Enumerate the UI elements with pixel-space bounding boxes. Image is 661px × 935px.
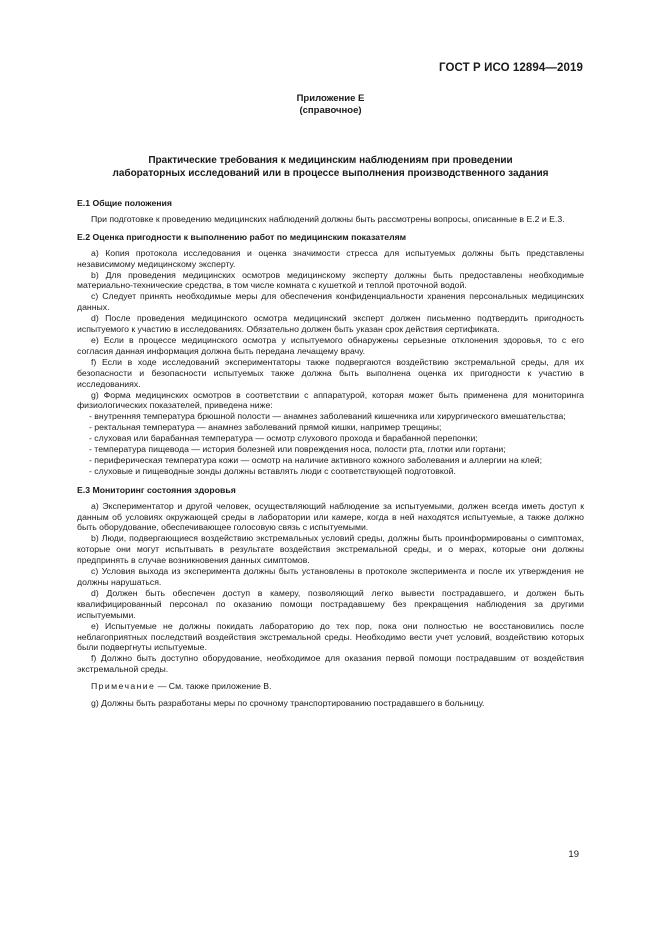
note — [77, 681, 584, 692]
paragraph-e3-a: а) Экспериментатор и другой человек, осуществляющий наблюдение за испытуемыми, должен всегда иметь доступ к данным об условиях окружающей среды в лаборатории или камере, когда в ней находятся испытуемые, а также должно быть оборудование, обеспечивающее голосовую связь с испытуемыми. — [77, 500, 584, 533]
list-item: - слуховые и пищеводные зонды должны вставлять люди с соответствующей подготовкой. — [89, 465, 456, 476]
note-text: — См. также приложение В. — [155, 681, 272, 692]
section-heading-e2: Е.2 Оценка пригодности к выполнению работ по медицинским показателям — [77, 231, 407, 242]
page-number: 19 — [568, 849, 579, 860]
appendix-title: Приложение Е — [296, 93, 365, 104]
section-heading-e3: Е.3 Мониторинг состояния здоровья — [77, 484, 236, 495]
paragraph-e2-c: c) Следует принять необходимые меры для обеспечения конфиденциальности хранения персональных медицинских данных. — [77, 291, 584, 313]
document-title-line-2: лабораторных исследований или в процессе выполнения производственного задания — [112, 168, 549, 179]
list-item: - ректальная температура — анамнез заболеваний прямой кишки, например трещины; — [89, 422, 442, 433]
paragraph-e3-c: c) Условия выхода из эксперимента должны быть установлены в протоколе эксперимента и после их утверждения не должны нарушаться. — [77, 566, 584, 587]
paragraph-e3-g: g) Должны быть разработаны меры по срочному транспортированию пострадавшего в больницу. — [91, 698, 485, 709]
paragraph-e2-f: f) Если в ходе исследований экспериментаторы также подвергаются воздействию экстремальной среды, для их безопасности и безопасности испытуемых также должна быть выполнена оценка их пригодности к участию в исследованиях. — [77, 356, 584, 389]
section-e1-text: При подготовке к проведению медицинских наблюдений должны быть рассмотрены вопросы, описанные в Е.2 и Е.3. — [91, 213, 565, 224]
list-item: - температура пищевода — история болезней или повреждения носа, полости рта, глотки или гортани; — [89, 444, 506, 455]
paragraph-e3-f: f) Должно быть доступно оборудование, необходимое для оказания первой помощи пострадавшим от воздействия экстремальной среды. — [77, 653, 584, 675]
paragraph-e3-e: e) Испытуемые не должны покидать лабораторию до тех пор, пока они полностью не восстановились после неблагоприятных последствий воздействия экстремальной среды. Необходимо вести учет условий, воздействию которых были подвергнуты испытуемые. — [77, 620, 584, 653]
list-item: - слуховая или барабанная температура — осмотр слухового прохода и барабанной перепонки; — [89, 433, 478, 444]
list-item: - внутренняя температура брюшной полости — анамнез заболеваний кишечника или хирургического вмешательства; — [89, 411, 566, 422]
paragraph-e2-e: e) Если в процессе медицинского осмотра у испытуемого обнаружены серьезные отклонения здоровья, то с его согласия данная информация должна быть передана лечащему врачу. — [77, 334, 584, 356]
standard-code: ГОСТ Р ИСО 12894—2019 — [438, 62, 583, 74]
section-heading-e1: Е.1 Общие положения — [77, 198, 172, 208]
document-title-line-1: Практические требования к медицинским наблюдениям при проведении — [148, 155, 513, 166]
list-item: - периферическая температура кожи — осмотр на наличие активного кожного заболевания и аллергии на клей; — [89, 454, 543, 465]
appendix-heading — [0, 93, 661, 117]
note-label: Примечание — [91, 681, 156, 692]
document-title — [70, 154, 591, 180]
paragraph-e2-d: d) После проведения медицинского осмотра медицинский эксперт должен письменно подтвердить пригодность испытуемого к участию в исследованиях. Обязательно должен быть указан срок действия сертификата. — [77, 313, 584, 335]
appendix-subtitle: (справочное) — [299, 105, 362, 116]
paragraph-e2-a: а) Копия протокола исследования и оценка значимости стресса для испытуемых должны быть представлены независимому медицинскому эксперту. — [77, 247, 584, 269]
paragraph-e3-d: d) Должен быть обеспечен доступ в камеру, позволяющий легко вывести пострадавшего, и должен быть квалифицированный персонал по оказанию помощи пострадавшему без прекращения наблюдения за другими испытуемыми. — [77, 587, 584, 620]
paragraph-e3-b: b) Люди, подвергающиеся воздействию экстремальных условий среды, должны быть проинформированы о симптомах, которые они могут испытывать в результате воздействия экстремальной среды, и о мерах, которые они должны предпринять в случае возникновения данных симптомов. — [77, 533, 584, 566]
paragraph-e2-b: b) Для проведения медицинских осмотров медицинскому эксперту должны быть предоставлены необходимые материально-технические средства, в том числе комната с кушеткой и теплой проточной водой. — [77, 269, 584, 291]
paragraph-e2-g: g) Форма медицинских осмотров в соответствии с аппаратурой, которая может быть применена для мониторинга физиологических показателей, приведена ниже: — [77, 389, 584, 411]
document-body — [77, 198, 584, 709]
